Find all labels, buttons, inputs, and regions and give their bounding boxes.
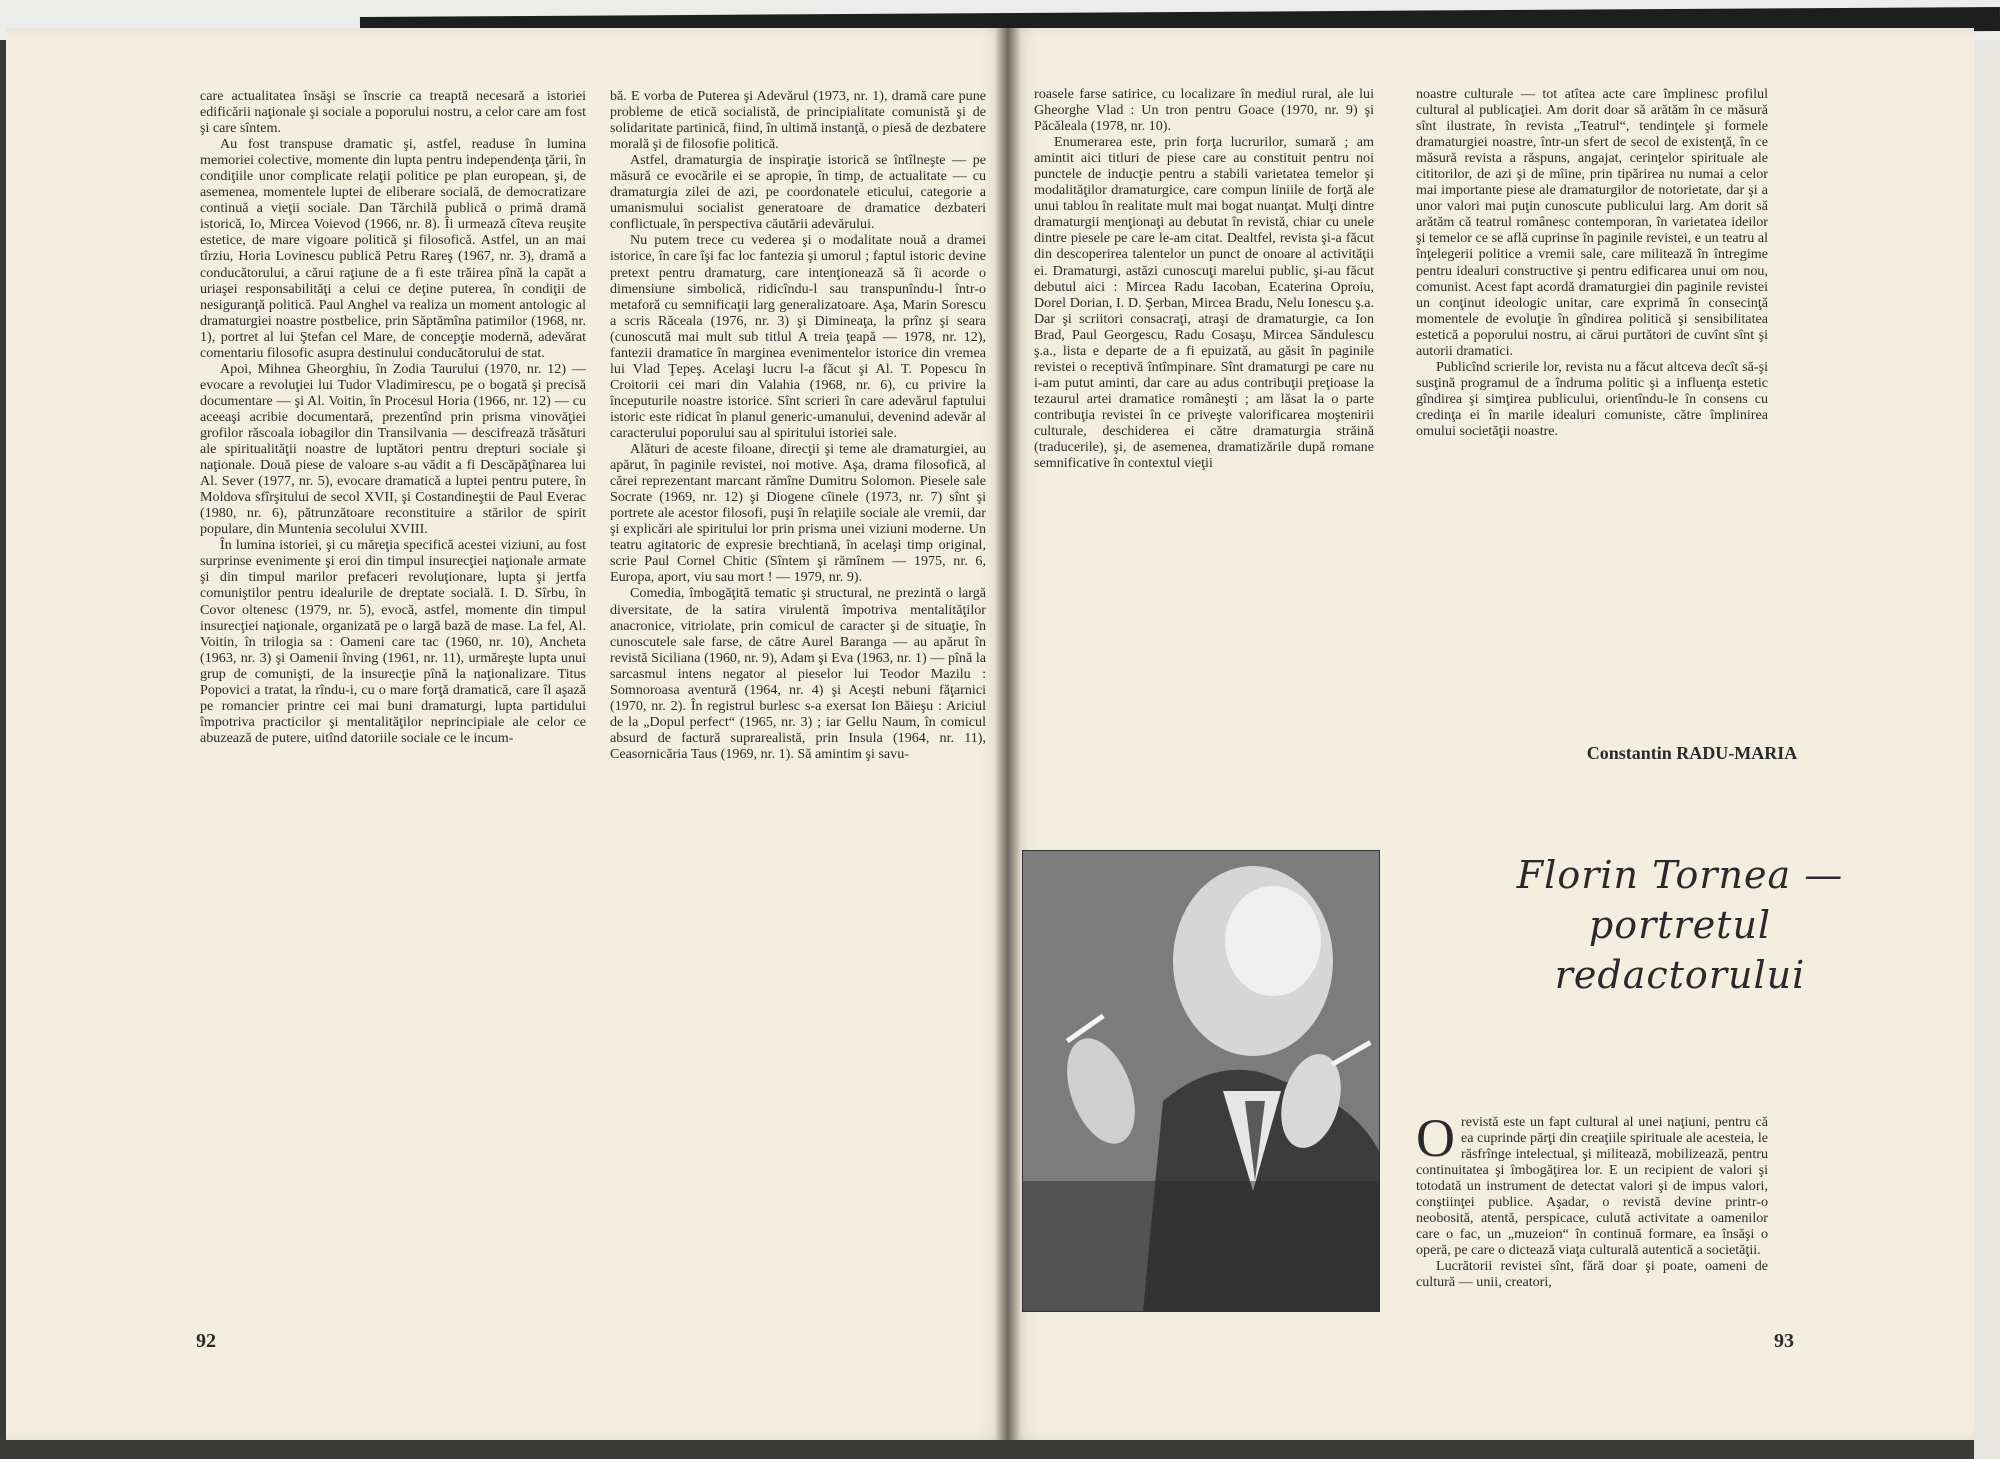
- paragraph: Alături de aceste filoane, direcţii şi teme ale dramaturgiei, au apărut, în paginile revistei, noi motive. Aşa, drama filosofică, al cărei reprezentant marcant rămîne Dumitru Solomon. Piesele sale Socrate (1969, nr. 12) şi Diogene cîinele (1973, nr. 7) sînt şi portrete ale acestor filosofi, puşi în relaţiile sociale ale vremii, dar şi explicări ale spiritului lor prin prisma unei viziuni moderne. Un teatru agitatoric de expresie brechtiană, în acelaşi timp original, scrie Paul Cornel Chitic (Sîntem şi rămînem — 1975, nr. 6, Europa, aport, viu sau mort ! — 1979, nr. 9).: [610, 441, 986, 586]
- paragraph: roasele farse satirice, cu localizare în mediul rural, ale lui Gheorghe Vlad : Un tron pentru Goace (1970, nr. 9) şi Păcăleala (1978, nr. 10).: [1034, 86, 1374, 135]
- paragraph: care actualitatea însăşi se înscrie ca treaptă necesară a istoriei edificării naţionale şi sociale a poporului nostru, a celor care am fost şi care sîntem.: [200, 88, 586, 137]
- paragraph: Apoi, Mihnea Gheorghiu, în Zodia Taurului (1970, nr. 12) — evocare a revoluţiei lui Tudor Vladimirescu, pe o bogată şi precisă documentare — şi Al. Voitin, în Procesul Horia (1966, nr. 12) — cu aceeaşi acribie documentară, prezentînd prin prisma vinovăţiei grofilor răscoala iobagilor din Transilvania — descifrează trăsături ale spiritualităţii noastre de luptători pentru drepturi sociale şi naţionale. Două piese de valoare s-au vădit a fi Descăpăţînarea lui Al. Sever (1977, nr. 5), evocare dramatică a luptei pentru putere, în Moldova sfîrşitului de secol XVII, şi Costandineştii de Paul Everac (1980, nr. 6), pătrunzătoare reconstituire a stărilor de spirit populare, din Muntenia secolului XVIII.: [200, 360, 586, 538]
- paragraph: În lumina istoriei, şi cu măreţia specifică acestei viziuni, au fost surprinse evenimente şi eroi din timpul insurecţiei naţionale armate şi din timpul marilor prefaceri revoluţionare, lupta şi jertfa comuniştilor pentru idealurile de dreptate socială. I. D. Sîrbu, în Covor oltenesc (1979, nr. 5), evocă, astfel, momente din timpul insurecţiei naţionale, organizată pe o largă bază de mase. La fel, Al. Voitin, în trilogia sa : Oameni care tac (1960, nr. 10), Ancheta (1963, nr. 3) şi Oamenii înving (1961, nr. 11), urmăreşte lupta unui grup de comunişti, de la insurecţie pînă la naţionalizare. Titus Popovici a tratat, la rîndu-i, cu o mare forţă dramatică, care îl aşază pe romancier printre cei mai buni dramaturgi, lupta partidului împotriva practicilor şi mentalităţilor neprincipiale ale celor ce abuzează de putere, uitînd datoriile sociale ce le incum-: [200, 537, 586, 746]
- paragraph: noastre culturale — tot atîtea acte care împlinesc profilul cultural al publicaţiei. Am dorit doar să arătăm în ce măsură sînt ilustrate, în revista „Teatrul“, tendinţele şi formele dramaturgiei noastre, într-un sfert de secol de existenţă, în ce măsură revista a răspuns, angajat, cerinţelor spirituale ale cititorilor, de azi şi de mîine, prin tipărirea nu numai a celor mai importante piese ale dramaturgilor de notorietate, dar şi a unor valori mai puţin cunoscute publicului larg. Am dorit să arătăm că teatrul românesc contemporan, în varietatea ideilor şi temelor ce se află cuprinse în paginile revistei, e un teatru al înţelegerii politice a vremii sale, care militează în întregime pentru idealuri constructive şi pentru edificarea unui om nou, comunist. Acest fapt acordă dramaturgiei din paginile revistei un conţinut ideologic unitar, care exprimă în consecinţă momentele de evoluţie în gîndirea politică şi sensibilitatea estetică a poporului nostru, ai cărui purtători de cuvînt sînt şi autorii dramatici.: [1416, 86, 1768, 359]
- page-number: 92: [196, 1330, 216, 1352]
- article-title: [1420, 850, 1940, 1000]
- paragraph: [1416, 1108, 1768, 1259]
- paragraph: bă. E vorba de Puterea şi Adevărul (1973, nr. 1), dramă care pune probleme de etică socialistă, de principialitate comunistă şi de solidaritate partinică, fiind, în ultimă instanţă, o piesă de dezbatere morală şi de filosofie politică.: [610, 88, 986, 153]
- article-body-column: [1416, 1108, 1768, 1291]
- paragraph: Au fost transpuse dramatic şi, astfel, readuse în lumina memoriei colective, momente din lupta pentru independenţa ţării, în condiţiile unor complicate relaţii politice pe plan european, şi, de asemenea, momentele luptei de eliberare socială, de democratizare continuă a vieţii sociale. Dan Tărchilă publică o primă dramă istorică, Io, Mircea Voievod (1966, nr. 8). Îi urmează cîteva reuşite estetice, de mare vigoare politică şi filosofică. Astfel, un an mai tîrziu, Horia Lovinescu publică Petru Rareş (1967, nr. 3), dramă a conducătorului, a cărui raţiune de a fi este trăirea pînă la capăt a uriaşei responsabilităţi a celui ce deţine puterea, în condiţii de nesiguranţă politică. Paul Anghel va realiza un moment antologic al dramaturgiei noastre postbelice, prin Săptămîna patimilor (1968, nr. 1), portret al lui Ştefan cel Mare, de concepţie modernă, adevărat comentariu filosofic asupra destinului conducătorului de stat.: [200, 136, 586, 361]
- paragraph: Nu putem trece cu vederea şi o modalitate nouă a dramei istorice, în care îşi fac loc fantezia şi umorul ; faptul istoric devine pretext pentru dramaturg, care intenţionează să îi acorde o dimensiune simbolică, ridicîndu-l sau transpunîndu-l într-o metaforă cu semnificaţii larg generalizatoare. Aşa, Marin Sorescu a scris Răceala (1976, nr. 3) şi Dimineaţa, la prînz şi seara (cunoscută mai mult sub titlul A treia ţeapă — 1978, nr. 12), fantezii dramatice în marginea evenimentelor istorice din vremea lui Vlad Ţepeş. Acelaşi lucru l-a făcut şi Al. T. Popescu în Croitorii cei mari din Valahia (1968, nr. 6), cu privire la începuturile noastre istorice. Sînt scrieri în care adevărul faptului istoric este ridicat în planul generic-umanului, devenind adevăr al caracterului poporului sau al spiritului istoriei sale.: [610, 232, 986, 441]
- paragraph-text: revistă este un fapt cultural al unei naţiuni, pentru că ea cuprinde părţi din creaţiile spirituale ale acesteia, le răsfrînge intelectual, şi militează, mobilizează, pentru continuitatea şi îmbogăţirea lor. E un recipient de valori şi totodată un instrument de detectat valori şi de impus valori, conştiinţei publice. Aşadar, o revistă devine printr-o neobosită, atentă, perspicace, culută activitate a oamenilor care o fac, un „muzeion“ în continuă formare, ea însăşi o operă, pe care o dictează viaţa culturală autentică a societăţii.: [1416, 1114, 1768, 1259]
- portrait-photo: [1022, 850, 1380, 1312]
- portrait-illustration: [1023, 851, 1379, 1311]
- left-page-column-2: [610, 88, 986, 762]
- page-number: 93: [1774, 1330, 1794, 1352]
- article-title-line: Florin Tornea —: [1516, 853, 1844, 897]
- paragraph: Comedia, îmbogăţită tematic şi structural, ne prezintă o largă diversitate, de la satira virulentă împotriva mentalităţilor anacronice, vitriolate, prin comicul de caracter şi de situaţie, în cunoscutele sale farse, de către Aurel Baranga — au apărut în revistă Siciliana (1960, nr. 9), Adam şi Eva (1963, nr. 1) — pînă la sarcasmul intens negator al pieselor lui Teodor Mazilu : Somnoroasa aventură (1964, nr. 4) şi Aceşti nebuni făţarnici (1970, nr. 2). În registrul burlesc s-a exersat Ion Băieşu : Ariciul de la „Dopul perfect“ (1965, nr. 3) ; iar Gellu Naum, în comicul absurd de factură suprarealistă, prin Insula (1964, nr. 11), Ceasornicăria Taus (1969, nr. 1). Să amintim şi savu-: [610, 585, 986, 762]
- paragraph: Lucrătorii revistei sînt, fără doar şi poate, oameni de cultură — unii, creatori,: [1416, 1258, 1768, 1291]
- right-page-column-1: [1034, 86, 1374, 471]
- left-page: [6, 28, 1010, 1440]
- author-signature: Constantin RADU-MARIA: [1586, 743, 1798, 763]
- paragraph: Enumerarea este, prin forţa lucrurilor, sumară ; am amintit aici titluri de piese care au constituit pentru noi punctele de inducţie pentru a stabili varietatea temelor şi modalităţilor dramaturgice, care compun liniile de forţă ale unui tablou în realitate mult mai bogat nuanţat. Mulţi dintre dramaturgii menţionaţi au debutat în revistă, chiar cu unele dintre piesele pe care le-am citat. Dealtfel, revista şi-a făcut din descoperirea talentelor un punct de onoare al activităţii ei. Dramaturgi, astăzi cunoscuţi marelui public, şi-au făcut debutul aici : Mircea Radu Iacoban, Ecaterina Oproiu, Dorel Dorian, I. D. Şerban, Mircea Bradu, Nelu Ionescu ş.a. Dar şi scriitori consacraţi, atraşi de dramaturgie, ca Ion Brad, Paul Georgescu, Radu Cosaşu, Mircea Săndulescu ş.a., lista e departe de a fi epuizată, au găsit în paginile revistei o receptivă întîmpinare. Sînt dramaturgi pe care nu i-am putut aminti, dar care au adus contribuţii preţioase la tezaurul artei dramatice româneşti ; am lăsat la o parte contribuţia revistei în ce priveşte valorificarea moştenirii culturale, deschiderea ei către dramaturgia străină (traducerile), şi, de asemenea, dramatizările după romane semnificative în contextul vieţii: [1034, 134, 1374, 472]
- paragraph: Astfel, dramaturgia de inspiraţie istorică se întîlneşte — pe măsură ce evocările ei se apropie, în timp, de actualitate — cu dramaturgia zilei de azi, pe coordonatele eticului, categorie a umanismului socialist generatoare de dramatice dezbateri conflictuale, în perspectiva căutării adevărului.: [610, 152, 986, 233]
- left-page-column-1: [200, 88, 586, 746]
- scan-edge-right: [1974, 40, 2000, 1459]
- paragraph: Publicînd scrierile lor, revista nu a făcut altceva decît să-şi susţină programul de a îndruma politic şi a influenţa estetic gîndirea şi simţirea publicului, orientîndu-le în consens cu credinţa ei în marile idealuri comuniste, către împlinirea omului societăţii noastre.: [1416, 358, 1768, 439]
- right-page-column-2: [1416, 86, 1768, 439]
- article-title-line: redactorului: [1554, 953, 1806, 997]
- book-gutter: [996, 28, 1020, 1440]
- drop-cap: O: [1416, 1108, 1455, 1168]
- article-title-line: portretul: [1588, 903, 1772, 947]
